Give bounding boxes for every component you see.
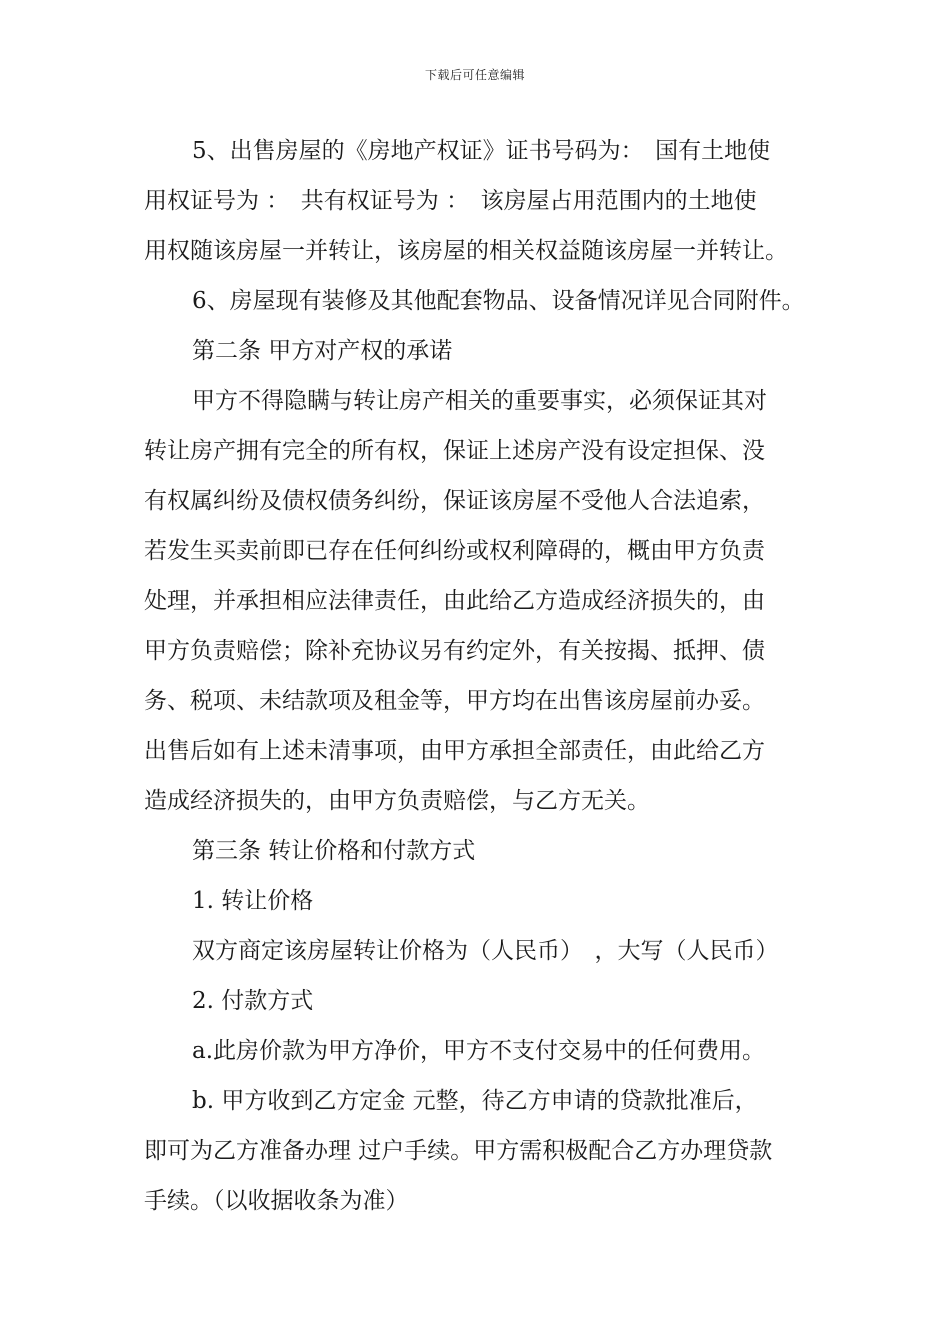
text-line: 6、房屋现有装修及其他配套物品、设备情况详见合同附件。 (192, 288, 805, 314)
text-line: 甲方负责赔偿；除补充协议另有约定外，有关按揭、抵押、债 (144, 638, 765, 664)
text-line: 第三条 转让价格和付款方式 (192, 838, 476, 864)
text-line: 出售后如有上述未清事项，由甲方承担全部责任，由此给乙方 (144, 738, 765, 764)
text-line: 1. 转让价格 (192, 888, 314, 914)
text-line: b. 甲方收到乙方定金 元整，待乙方申请的贷款批准后， (192, 1088, 758, 1114)
text-line: 若发生买卖前即已存在任何纠纷或权利障碍的，概由甲方负责 (144, 538, 765, 564)
text-line: 造成经济损失的，由甲方负责赔偿，与乙方无关。 (144, 788, 650, 814)
text-line: 即可为乙方准备办理 过户手续。甲方需积极配合乙方办理贷款 (144, 1138, 773, 1164)
text-line: a.此房价款为甲方净价，甲方不支付交易中的任何费用。 (192, 1038, 766, 1064)
text-line: 5、出售房屋的《房地产权证》证书号码为： 国有土地使 (192, 138, 771, 164)
text-line: 第二条 甲方对产权的承诺 (192, 338, 453, 364)
text-line: 有权属纠纷及债权债务纠纷，保证该房屋不受他人合法追索， (144, 488, 765, 514)
document-body (144, 126, 810, 1226)
text-line: 转让房产拥有完全的所有权，保证上述房产没有设定担保、没 (144, 438, 765, 464)
text-line: 双方商定该房屋转让价格为（人民币） ，大写（人民币） (192, 938, 779, 964)
text-line: 务、税项、未结款项及租金等，甲方均在出售该房屋前办妥。 (144, 688, 765, 714)
text-line: 用权证号为 ： 共有权证号为 ： 该房屋占用范围内的土地使 (144, 188, 757, 214)
text-line: 手续。（以收据收条为准） (144, 1188, 409, 1214)
text-line: 甲方不得隐瞒与转让房产相关的重要事实，必须保证其对 (192, 388, 767, 414)
page-header: 下载后可任意编辑 (424, 68, 525, 82)
text-line: 处理，并承担相应法律责任，由此给乙方造成经济损失的，由 (144, 588, 765, 614)
text-line: 2. 付款方式 (192, 988, 314, 1014)
text-line: 用权随该房屋一并转让，该房屋的相关权益随该房屋一并转让。 (144, 238, 788, 264)
